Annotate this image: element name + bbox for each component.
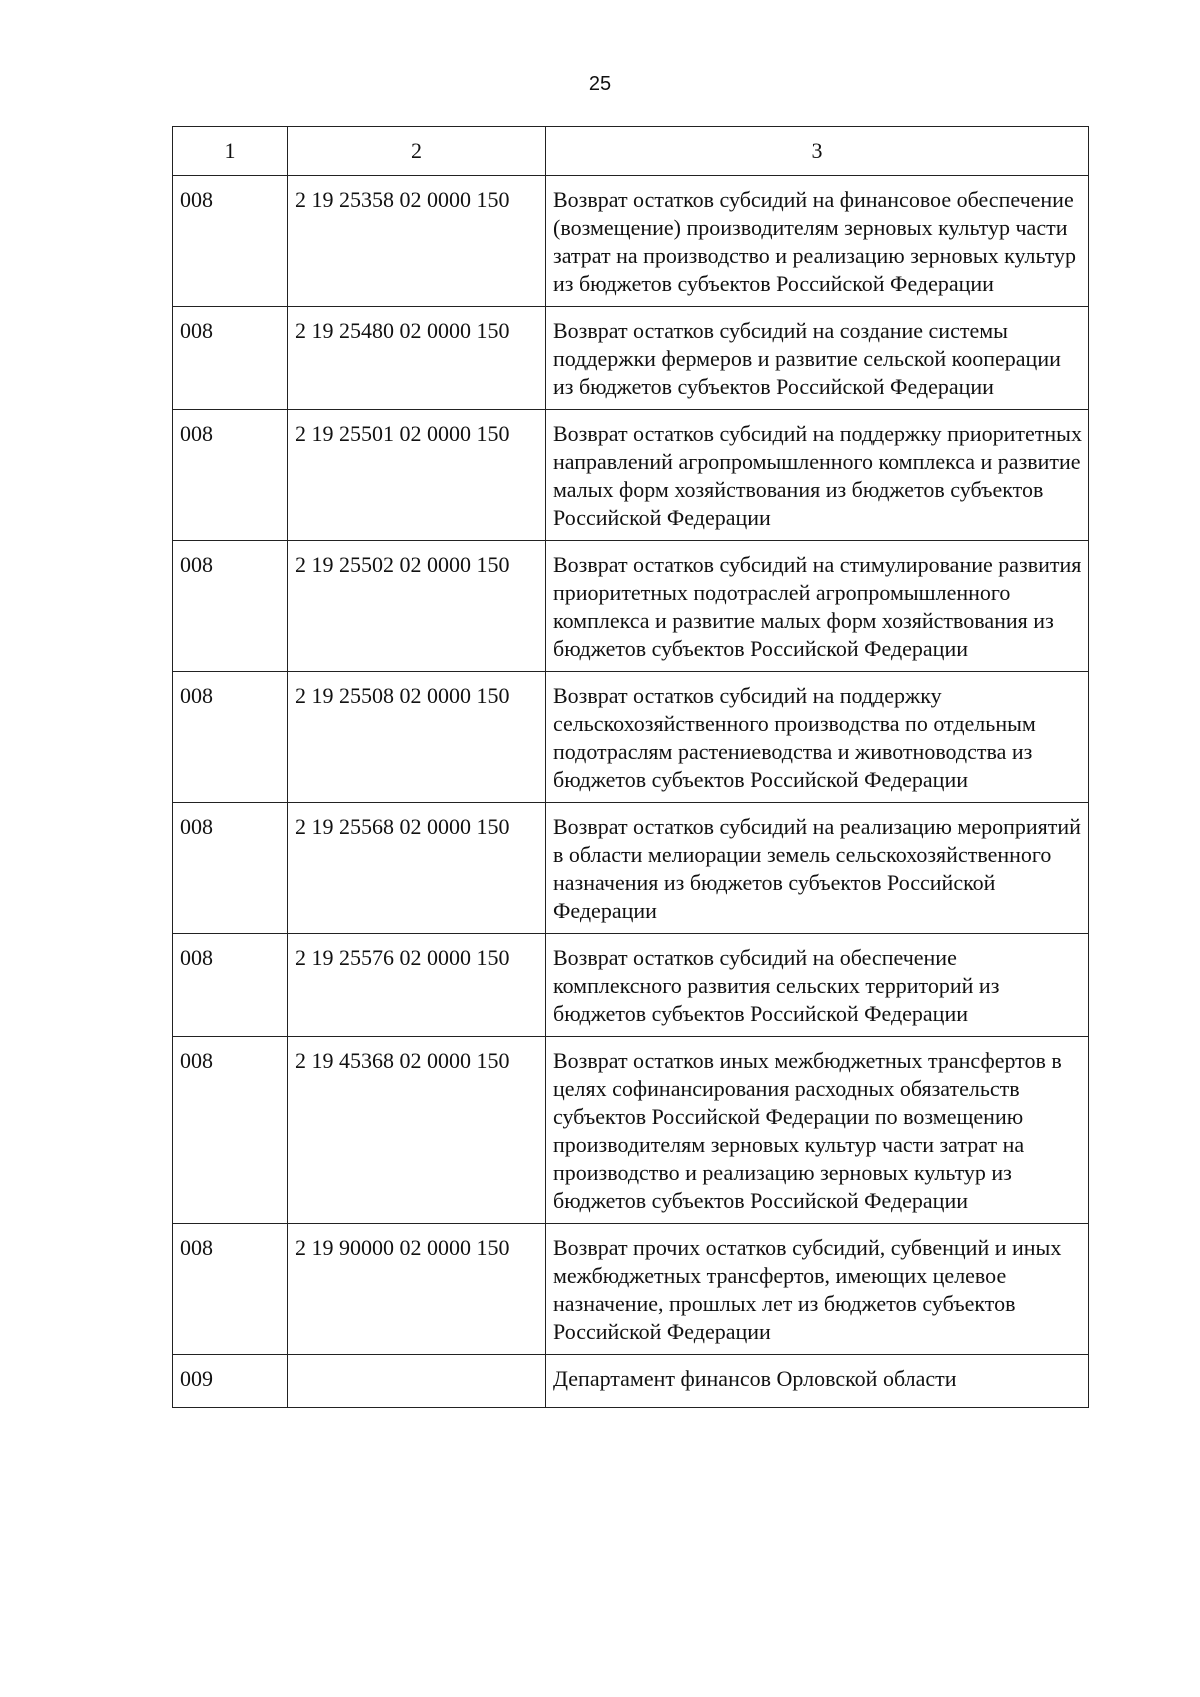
description-cell: Возврат остатков субсидий на создание системы поддержки фермеров и развитие сельской кооперации из бюджетов субъектов Российской Федерации bbox=[546, 307, 1089, 410]
admin-code-cell: 008 bbox=[173, 176, 288, 307]
table-row bbox=[173, 176, 1089, 307]
admin-code-cell: 008 bbox=[173, 307, 288, 410]
budget-codes-table bbox=[172, 126, 1089, 1408]
budget-code-cell: 2 19 25508 02 0000 150 bbox=[288, 672, 546, 803]
admin-code-cell: 008 bbox=[173, 672, 288, 803]
table-row bbox=[173, 410, 1089, 541]
description-cell: Возврат прочих остатков субсидий, субвенций и иных межбюджетных трансфертов, имеющих целевое назначение, прошлых лет из бюджетов субъектов Российской Федерации bbox=[546, 1224, 1089, 1355]
budget-code-cell: 2 19 45368 02 0000 150 bbox=[288, 1037, 546, 1224]
budget-code-cell: 2 19 25502 02 0000 150 bbox=[288, 541, 546, 672]
table-row bbox=[173, 307, 1089, 410]
table-row bbox=[173, 1355, 1089, 1408]
budget-code-cell: 2 19 25568 02 0000 150 bbox=[288, 803, 546, 934]
admin-code-cell: 008 bbox=[173, 1224, 288, 1355]
admin-code-cell: 009 bbox=[173, 1355, 288, 1408]
table-row bbox=[173, 803, 1089, 934]
table-row bbox=[173, 1224, 1089, 1355]
budget-code-cell: 2 19 25480 02 0000 150 bbox=[288, 307, 546, 410]
column-header-2: 2 bbox=[288, 127, 546, 176]
budget-code-cell: 2 19 25501 02 0000 150 bbox=[288, 410, 546, 541]
budget-code-cell: 2 19 90000 02 0000 150 bbox=[288, 1224, 546, 1355]
admin-code-cell: 008 bbox=[173, 541, 288, 672]
budget-code-cell: 2 19 25358 02 0000 150 bbox=[288, 176, 546, 307]
admin-code-cell: 008 bbox=[173, 803, 288, 934]
table-row bbox=[173, 1037, 1089, 1224]
table-row bbox=[173, 934, 1089, 1037]
table-row bbox=[173, 672, 1089, 803]
description-cell: Возврат остатков субсидий на поддержку сельскохозяйственного производства по отдельным подотраслям растениеводства и животноводства из бюджетов субъектов Российской Федерации bbox=[546, 672, 1089, 803]
table-header-row bbox=[173, 127, 1089, 176]
page-number: 25 bbox=[588, 73, 612, 95]
admin-code-cell: 008 bbox=[173, 410, 288, 541]
table-row bbox=[173, 541, 1089, 672]
budget-code-cell bbox=[288, 1355, 546, 1408]
description-cell: Возврат остатков субсидий на обеспечение комплексного развития сельских территорий из бюджетов субъектов Российской Федерации bbox=[546, 934, 1089, 1037]
column-header-1: 1 bbox=[173, 127, 288, 176]
admin-code-cell: 008 bbox=[173, 1037, 288, 1224]
description-cell: Возврат остатков субсидий на поддержку приоритетных направлений агропромышленного комплекса и развитие малых форм хозяйствования из бюджетов субъектов Российской Федерации bbox=[546, 410, 1089, 541]
description-cell: Возврат остатков иных межбюджетных трансфертов в целях софинансирования расходных обязательств субъектов Российской Федерации по возмещению производителям зерновых культур части затрат на производство и реализацию зерновых культур из бюджетов субъектов Российской Федерации bbox=[546, 1037, 1089, 1224]
description-cell: Департамент финансов Орловской области bbox=[546, 1355, 1089, 1408]
description-cell: Возврат остатков субсидий на стимулирование развития приоритетных подотраслей агропромышленного комплекса и развитие малых форм хозяйствования из бюджетов субъектов Российской Федерации bbox=[546, 541, 1089, 672]
description-cell: Возврат остатков субсидий на финансовое обеспечение (возмещение) производителям зерновых культур части затрат на производство и реализацию зерновых культур из бюджетов субъектов Российской Федерации bbox=[546, 176, 1089, 307]
budget-code-cell: 2 19 25576 02 0000 150 bbox=[288, 934, 546, 1037]
column-header-3: 3 bbox=[546, 127, 1089, 176]
admin-code-cell: 008 bbox=[173, 934, 288, 1037]
description-cell: Возврат остатков субсидий на реализацию мероприятий в области мелиорации земель сельскохозяйственного назначения из бюджетов субъектов Российской Федерации bbox=[546, 803, 1089, 934]
